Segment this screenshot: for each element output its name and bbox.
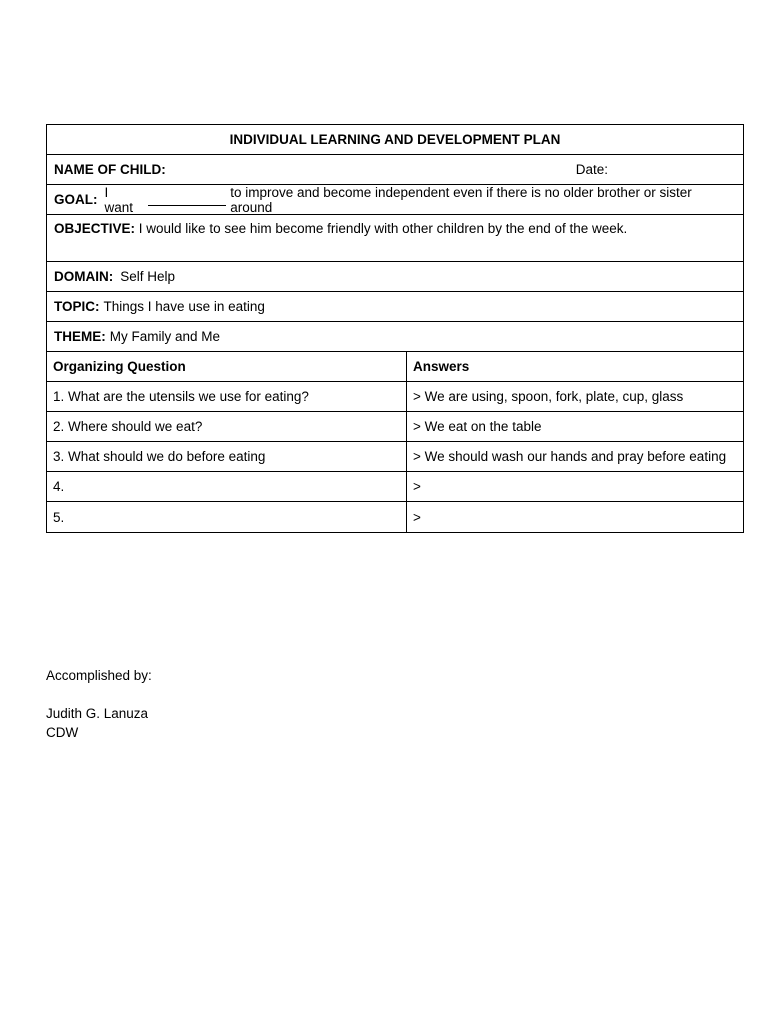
plan-title-row	[47, 125, 743, 155]
answer-cell: > We are using, spoon, fork, plate, cup, glass	[413, 389, 684, 404]
question-cell: 1. What are the utensils we use for eating?	[47, 382, 407, 411]
person-name: Judith G. Lanuza	[46, 706, 149, 721]
goal-row	[47, 185, 743, 215]
objective-row	[47, 215, 743, 262]
question-cell: 5.	[47, 502, 407, 532]
topic-row	[47, 292, 743, 322]
table-row	[47, 502, 743, 532]
goal-prefix: I want	[104, 184, 134, 215]
date-label: Date:	[575, 162, 608, 177]
table-row	[47, 382, 743, 412]
plan-title: INDIVIDUAL LEARNING AND DEVELOPMENT PLAN	[229, 132, 561, 147]
objective-text: I would like to see him become friendly with other children by the end of the week.	[138, 221, 628, 236]
answer-cell: > We eat on the table	[413, 419, 542, 434]
question-header-row	[47, 352, 743, 382]
domain-label: DOMAIN:	[54, 269, 114, 284]
domain-text: Self Help	[120, 269, 176, 284]
table-row	[47, 472, 743, 502]
person-role: CDW	[46, 725, 79, 740]
goal-suffix: to improve and become independent even if there is no older brother or sister around	[230, 184, 692, 215]
topic-label: TOPIC:	[54, 299, 100, 314]
goal-label: GOAL:	[54, 192, 98, 207]
answer-cell: >	[413, 479, 421, 494]
question-cell: 4.	[47, 472, 407, 501]
table-row	[47, 442, 743, 472]
theme-text: My Family and Me	[109, 329, 221, 344]
objective-label: OBJECTIVE:	[54, 221, 136, 236]
organizing-question-header: Organizing Question	[47, 352, 407, 381]
theme-row	[47, 322, 743, 352]
learning-plan-table	[46, 124, 744, 533]
question-cell: 3. What should we do before eating	[47, 442, 407, 471]
goal-blank-line	[148, 194, 226, 206]
name-of-child-label: NAME OF CHILD:	[54, 162, 166, 177]
answer-cell: > We should wash our hands and pray before eating	[413, 449, 727, 464]
answers-header: Answers	[413, 359, 470, 374]
name-of-child-row	[47, 155, 743, 185]
question-cell: 2. Where should we eat?	[47, 412, 407, 441]
theme-label: THEME:	[54, 329, 106, 344]
table-row	[47, 412, 743, 442]
domain-row	[47, 262, 743, 292]
answer-cell: >	[413, 509, 421, 525]
accomplished-by-label: Accomplished by:	[46, 668, 152, 683]
topic-text: Things I have use in eating	[103, 299, 265, 314]
